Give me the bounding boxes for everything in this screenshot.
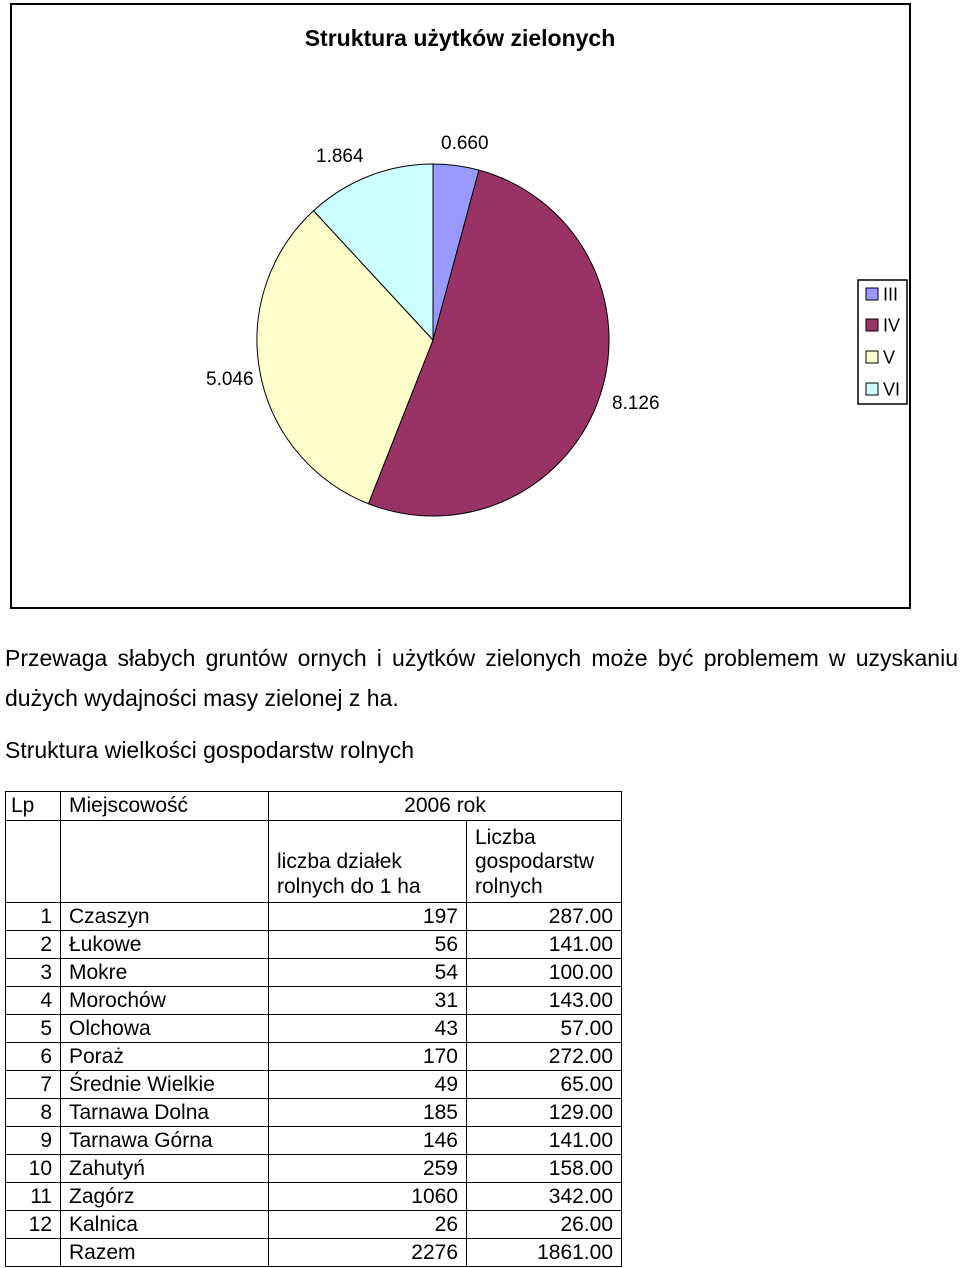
header-lp: Lp	[6, 792, 61, 821]
table-cell-lp: 3	[6, 959, 61, 987]
table-cell-farms: 342.00	[467, 1183, 622, 1211]
table-cell-plots: 146	[269, 1127, 467, 1155]
data-label-iii: 0.660	[441, 133, 489, 154]
table-cell-place: Zahutyń	[61, 1155, 269, 1183]
table-cell-farms: 129.00	[467, 1099, 622, 1127]
table-cell-place: Morochów	[61, 987, 269, 1015]
header-farms: Liczba gospodarstw rolnych	[467, 821, 622, 903]
table-cell-place: Tarnawa Górna	[61, 1127, 269, 1155]
legend-swatch-v	[866, 351, 878, 363]
pie	[257, 164, 609, 516]
table-row	[6, 1211, 622, 1239]
table-cell-lp: 11	[6, 1183, 61, 1211]
data-label-iv: 8.126	[612, 393, 660, 414]
table-cell-total-farms: 1861.00	[467, 1239, 622, 1267]
table-cell-lp: 5	[6, 1015, 61, 1043]
table-cell-lp: 12	[6, 1211, 61, 1239]
table-cell-total-label: Razem	[61, 1239, 269, 1267]
table-cell-place: Tarnawa Dolna	[61, 1099, 269, 1127]
table-cell-farms: 141.00	[467, 931, 622, 959]
table-cell-place: Łukowe	[61, 931, 269, 959]
table-cell-place: Mokre	[61, 959, 269, 987]
table-heading: Struktura wielkości gospodarstw rolnych	[5, 737, 415, 763]
table-cell-farms: 287.00	[467, 903, 622, 931]
table-cell-farms: 57.00	[467, 1015, 622, 1043]
table-cell-farms: 65.00	[467, 1071, 622, 1099]
table-cell-farms: 26.00	[467, 1211, 622, 1239]
table-cell-lp: 1	[6, 903, 61, 931]
legend-label-vi: VI	[883, 379, 901, 400]
table-cell-plots: 54	[269, 959, 467, 987]
table-cell-plots: 43	[269, 1015, 467, 1043]
header-plots	[269, 821, 467, 903]
legend-label-iv: IV	[883, 315, 901, 336]
table-cell-plots: 1060	[269, 1183, 467, 1211]
table-row	[6, 931, 622, 959]
table-cell-lp-empty	[6, 1239, 61, 1267]
table-cell-place: Czaszyn	[61, 903, 269, 931]
table-cell-plots: 185	[269, 1099, 467, 1127]
header-place-empty	[61, 821, 269, 903]
table-row	[6, 1183, 622, 1211]
table-cell-plots: 197	[269, 903, 467, 931]
table-cell-plots: 26	[269, 1211, 467, 1239]
table-cell-lp: 4	[6, 987, 61, 1015]
table-cell-farms: 272.00	[467, 1043, 622, 1071]
table-cell-farms: 141.00	[467, 1127, 622, 1155]
table-subheader-row	[6, 821, 622, 903]
table-cell-lp: 8	[6, 1099, 61, 1127]
table-cell-plots: 49	[269, 1071, 467, 1099]
table-cell-lp: 2	[6, 931, 61, 959]
header-lp-empty	[6, 821, 61, 903]
table-cell-place: Olchowa	[61, 1015, 269, 1043]
legend-swatch-iv	[866, 319, 878, 331]
body-paragraph: Przewaga słabych gruntów ornych i użytków zielonych może być problemem w uzyskaniu dużych wydajności masy zielonej z ha.	[5, 645, 958, 711]
farm-structure-table	[5, 791, 622, 1267]
table-row	[6, 987, 622, 1015]
table-cell-farms: 158.00	[467, 1155, 622, 1183]
table-cell-lp: 9	[6, 1127, 61, 1155]
table-header-row	[6, 792, 622, 821]
table-cell-farms: 100.00	[467, 959, 622, 987]
table-cell-plots: 56	[269, 931, 467, 959]
table-cell-lp: 6	[6, 1043, 61, 1071]
legend	[858, 280, 907, 404]
table-row	[6, 1099, 622, 1127]
table-row	[6, 1155, 622, 1183]
legend-label-v: V	[883, 347, 896, 368]
table-cell-place: Kalnica	[61, 1211, 269, 1239]
table-cell-plots: 259	[269, 1155, 467, 1183]
pie-chart	[0, 0, 960, 612]
table-row	[6, 959, 622, 987]
table-row	[6, 1127, 622, 1155]
table-row	[6, 1015, 622, 1043]
chart-title: Struktura użytków zielonych	[304, 25, 616, 51]
data-label-vi: 1.864	[316, 146, 364, 167]
table-cell-place: Poraż	[61, 1043, 269, 1071]
header-year: 2006 rok	[269, 792, 622, 821]
table-row	[6, 903, 622, 931]
legend-swatch-iii	[866, 288, 878, 300]
header-place: Miejscowość	[61, 792, 269, 821]
data-label-v: 5.046	[206, 369, 254, 390]
table-cell-lp: 7	[6, 1071, 61, 1099]
table-cell-place: Średnie Wielkie	[61, 1071, 269, 1099]
table-cell-plots: 170	[269, 1043, 467, 1071]
table-cell-place: Zagórz	[61, 1183, 269, 1211]
table-cell-total-plots: 2276	[269, 1239, 467, 1267]
table-cell-plots: 31	[269, 987, 467, 1015]
header-plots-label: liczba działek rolnych do 1 ha	[277, 850, 421, 898]
table-total-row	[6, 1239, 622, 1267]
legend-swatch-vi	[866, 383, 878, 395]
table-cell-farms: 143.00	[467, 987, 622, 1015]
table-row	[6, 1043, 622, 1071]
table-cell-lp: 10	[6, 1155, 61, 1183]
table-row	[6, 1071, 622, 1099]
legend-label-iii: III	[883, 284, 899, 305]
